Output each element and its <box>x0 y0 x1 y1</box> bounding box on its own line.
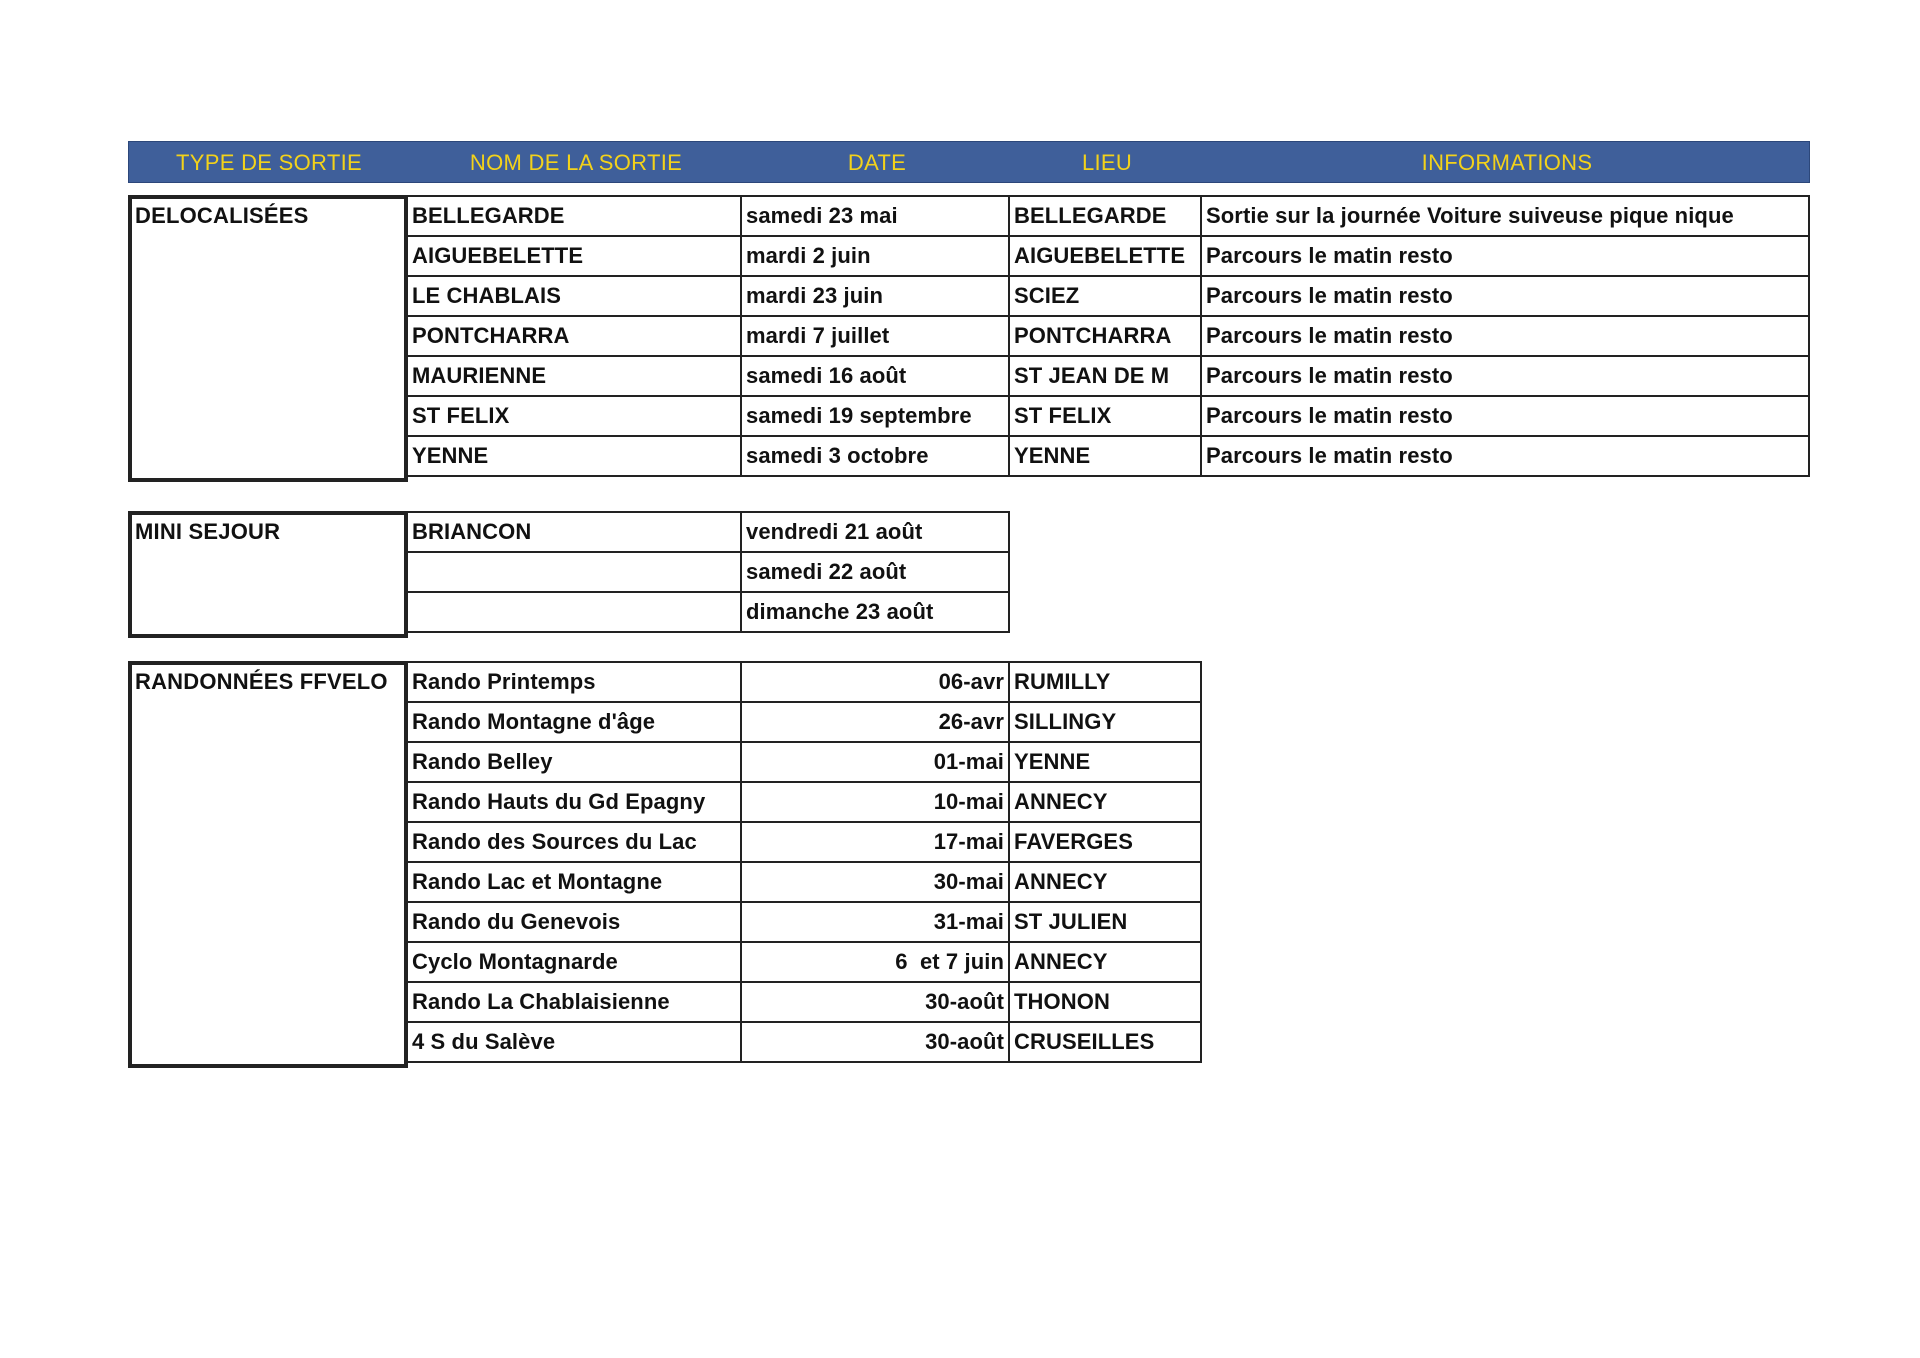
cell-name: Rando Montagne d'âge <box>407 702 741 742</box>
cell-info: Sortie sur la journée Voiture suiveuse pique nique <box>1201 196 1809 236</box>
cell-lieu: ST JEAN DE M <box>1009 356 1201 396</box>
cell-lieu: ANNECY <box>1009 782 1201 822</box>
header-date: DATE <box>847 150 907 175</box>
cell-lieu: ST FELIX <box>1009 396 1201 436</box>
section-type-label: DELOCALISÉES <box>135 203 309 228</box>
cell-date: mardi 23 juin <box>741 276 1009 316</box>
table-row <box>407 196 1809 236</box>
cell-info: Parcours le matin resto <box>1201 396 1809 436</box>
cell-lieu: AIGUEBELETTE <box>1009 236 1201 276</box>
cell-info: Parcours le matin resto <box>1201 276 1809 316</box>
cell-name: Rando Hauts du Gd Epagny <box>407 782 741 822</box>
cell-lieu: SILLINGY <box>1009 702 1201 742</box>
table-row <box>407 862 1201 902</box>
cell-info: Parcours le matin resto <box>1201 316 1809 356</box>
header-lieu: LIEU <box>1081 150 1133 175</box>
header-type: TYPE DE SORTIE <box>176 150 362 175</box>
cell-name: Rando du Genevois <box>407 902 741 942</box>
header-name: NOM DE LA SORTIE <box>469 150 683 175</box>
table-row <box>407 742 1201 782</box>
cell-date: 30-août <box>741 1022 1009 1062</box>
cell-info: Parcours le matin resto <box>1201 236 1809 276</box>
cell-date: samedi 3 octobre <box>741 436 1009 476</box>
cell-lieu: THONON <box>1009 982 1201 1022</box>
cell-lieu: BELLEGARDE <box>1009 196 1201 236</box>
cell-name: LE CHABLAIS <box>407 276 741 316</box>
cell-lieu: FAVERGES <box>1009 822 1201 862</box>
cell-lieu: CRUSEILLES <box>1009 1022 1201 1062</box>
table-row <box>407 822 1201 862</box>
table-mini-sejour <box>406 511 1010 633</box>
cell-lieu: RUMILLY <box>1009 662 1201 702</box>
cell-date: 17-mai <box>741 822 1009 862</box>
cell-name: YENNE <box>407 436 741 476</box>
table-delocalisees <box>406 195 1810 477</box>
cell-name: ST FELIX <box>407 396 741 436</box>
cell-date: samedi 22 août <box>741 552 1009 592</box>
cell-name: Rando Lac et Montagne <box>407 862 741 902</box>
cell-lieu: YENNE <box>1009 742 1201 782</box>
header-info: INFORMATIONS <box>1421 150 1593 175</box>
table-row <box>407 1022 1201 1062</box>
cell-lieu: ST JULIEN <box>1009 902 1201 942</box>
table-row <box>407 592 1009 632</box>
table-row <box>407 512 1009 552</box>
table-row <box>407 662 1201 702</box>
cell-date: 6 et 7 juin <box>741 942 1009 982</box>
cell-name <box>407 592 741 632</box>
cell-date: 30-août <box>741 982 1009 1022</box>
cell-lieu: ANNECY <box>1009 862 1201 902</box>
section-type-mini-sejour <box>128 511 408 638</box>
cell-name: AIGUEBELETTE <box>407 236 741 276</box>
table-row <box>407 236 1809 276</box>
cell-name: PONTCHARRA <box>407 316 741 356</box>
cell-name: BELLEGARDE <box>407 196 741 236</box>
table-row <box>407 316 1809 356</box>
cell-name <box>407 552 741 592</box>
cell-date: mardi 2 juin <box>741 236 1009 276</box>
section-type-label: RANDONNÉES FFVELO <box>135 669 388 694</box>
cell-date: samedi 19 septembre <box>741 396 1009 436</box>
table-row <box>407 356 1809 396</box>
section-type-label: MINI SEJOUR <box>135 519 281 544</box>
table-row <box>407 982 1201 1022</box>
table-row <box>407 782 1201 822</box>
table-row <box>407 276 1809 316</box>
cell-name: Rando Belley <box>407 742 741 782</box>
cell-name: BRIANCON <box>407 512 741 552</box>
cell-date: samedi 23 mai <box>741 196 1009 236</box>
section-type-delocalisees <box>128 195 408 482</box>
table-row <box>407 436 1809 476</box>
cell-date: 01-mai <box>741 742 1009 782</box>
cell-date: 26-avr <box>741 702 1009 742</box>
table-row <box>407 942 1201 982</box>
cell-lieu: ANNECY <box>1009 942 1201 982</box>
table-header <box>128 141 1810 183</box>
cell-name: 4 S du Salève <box>407 1022 741 1062</box>
cell-name: Cyclo Montagnarde <box>407 942 741 982</box>
cell-date: 10-mai <box>741 782 1009 822</box>
cell-date: 06-avr <box>741 662 1009 702</box>
table-row <box>407 552 1009 592</box>
cell-lieu: YENNE <box>1009 436 1201 476</box>
table-randonnees <box>406 661 1202 1063</box>
cell-date: 31-mai <box>741 902 1009 942</box>
cell-info: Parcours le matin resto <box>1201 356 1809 396</box>
cell-lieu: SCIEZ <box>1009 276 1201 316</box>
cell-name: Rando La Chablaisienne <box>407 982 741 1022</box>
cell-name: Rando des Sources du Lac <box>407 822 741 862</box>
cell-name: Rando Printemps <box>407 662 741 702</box>
cell-date: samedi 16 août <box>741 356 1009 396</box>
cell-lieu: PONTCHARRA <box>1009 316 1201 356</box>
cell-date: dimanche 23 août <box>741 592 1009 632</box>
cell-date: mardi 7 juillet <box>741 316 1009 356</box>
cell-info: Parcours le matin resto <box>1201 436 1809 476</box>
table-row <box>407 396 1809 436</box>
cell-name: MAURIENNE <box>407 356 741 396</box>
cell-date: vendredi 21 août <box>741 512 1009 552</box>
cell-date: 30-mai <box>741 862 1009 902</box>
table-row <box>407 902 1201 942</box>
section-type-randonnees <box>128 661 408 1068</box>
table-row <box>407 702 1201 742</box>
